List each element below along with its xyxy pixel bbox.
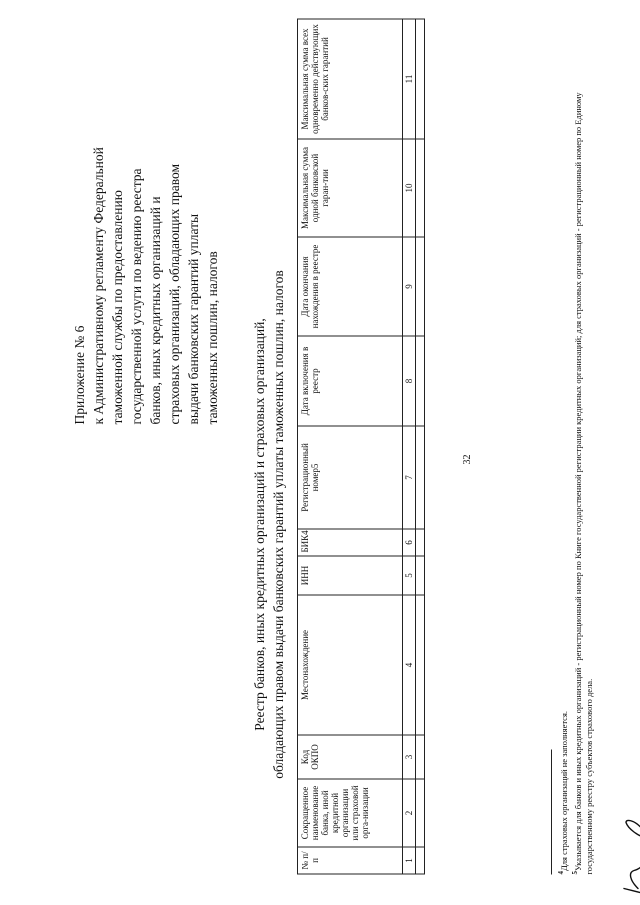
empty-cell bbox=[416, 19, 425, 139]
empty-cell bbox=[416, 139, 425, 237]
column-number: 2 bbox=[403, 779, 416, 847]
footnote-mark: 5 bbox=[570, 871, 579, 875]
footnote-separator bbox=[551, 750, 552, 875]
column-number: 1 bbox=[403, 847, 416, 874]
empty-cell bbox=[416, 237, 425, 336]
footnote-5 bbox=[570, 45, 595, 875]
column-header: Регистрационный номер5 bbox=[298, 426, 403, 529]
appendix-line: таможенных пошлин, налогов bbox=[205, 251, 220, 425]
column-header: Максимальная сумма одной банковской гаран-тии bbox=[298, 139, 403, 237]
column-header: № п/п bbox=[298, 847, 403, 874]
appendix-line: Приложение № 6 bbox=[72, 325, 87, 425]
appendix-heading bbox=[70, 95, 222, 425]
page-number: 32 bbox=[462, 454, 473, 465]
column-header: Сокращенное наименование банка, иной кредитной организации или страховой орга-низации bbox=[298, 779, 403, 847]
registry-table bbox=[297, 19, 425, 875]
column-number: 5 bbox=[403, 556, 416, 595]
empty-cell bbox=[416, 595, 425, 735]
appendix-line: таможенной службы по предоставлению bbox=[110, 190, 125, 425]
footnote-text: Для страховых организаций не заполняется. bbox=[558, 711, 569, 871]
footnote-4 bbox=[556, 45, 570, 875]
empty-cell bbox=[416, 336, 425, 426]
title-line-2: обладающих правом выдачи банковских гарантий уплаты таможенных пошлин, налогов bbox=[271, 270, 286, 779]
column-header: ИНН bbox=[298, 556, 403, 595]
column-header: Дата окончания нахождения в реестре bbox=[298, 237, 403, 336]
column-header: Местонахождение bbox=[298, 595, 403, 735]
column-number: 11 bbox=[403, 19, 416, 139]
appendix-line: государственной услуги по ведению реестра bbox=[129, 168, 144, 425]
appendix-line: банков, иных кредитных организаций и bbox=[148, 196, 163, 425]
empty-cell bbox=[416, 779, 425, 847]
column-number-row bbox=[403, 19, 416, 874]
title-line-1: Реестр банков, иных кредитных организаций и страховых организаций, bbox=[252, 318, 267, 731]
column-number: 3 bbox=[403, 735, 416, 779]
signature-mark bbox=[620, 809, 640, 899]
footnotes bbox=[556, 45, 595, 875]
document-title bbox=[250, 245, 288, 805]
empty-cell bbox=[416, 847, 425, 874]
column-number: 6 bbox=[403, 529, 416, 556]
column-number: 7 bbox=[403, 426, 416, 529]
column-number: 4 bbox=[403, 595, 416, 735]
appendix-line: страховых организаций, обладающих правом bbox=[167, 163, 182, 425]
empty-cell bbox=[416, 426, 425, 529]
column-header: Код ОКПО bbox=[298, 735, 403, 779]
column-header: Максимальная сумма всех одновременно действующих банков-ских гарантий bbox=[298, 19, 403, 139]
column-number: 10 bbox=[403, 139, 416, 237]
column-header: БИК4 bbox=[298, 529, 403, 556]
appendix-line: выдачи банковских гарантий уплаты bbox=[186, 213, 201, 425]
column-header: Дата включения в реестр bbox=[298, 336, 403, 426]
footnote-text: Указывается для банков и иных кредитных организаций - регистрационный номер по Книге государственной регистрации кредитных организаций; для страховых организаций - регистрационный номер по Единому государственному реестру субъектов страхового дела. bbox=[572, 92, 594, 875]
table-header-row bbox=[298, 19, 403, 874]
empty-cell bbox=[416, 735, 425, 779]
column-number: 9 bbox=[403, 237, 416, 336]
appendix-line: к Административному регламенту Федеральной bbox=[91, 147, 106, 425]
column-number: 8 bbox=[403, 336, 416, 426]
empty-cell bbox=[416, 556, 425, 595]
empty-cell bbox=[416, 529, 425, 556]
footnote-mark: 4 bbox=[557, 871, 565, 875]
table-empty-row bbox=[416, 19, 425, 874]
